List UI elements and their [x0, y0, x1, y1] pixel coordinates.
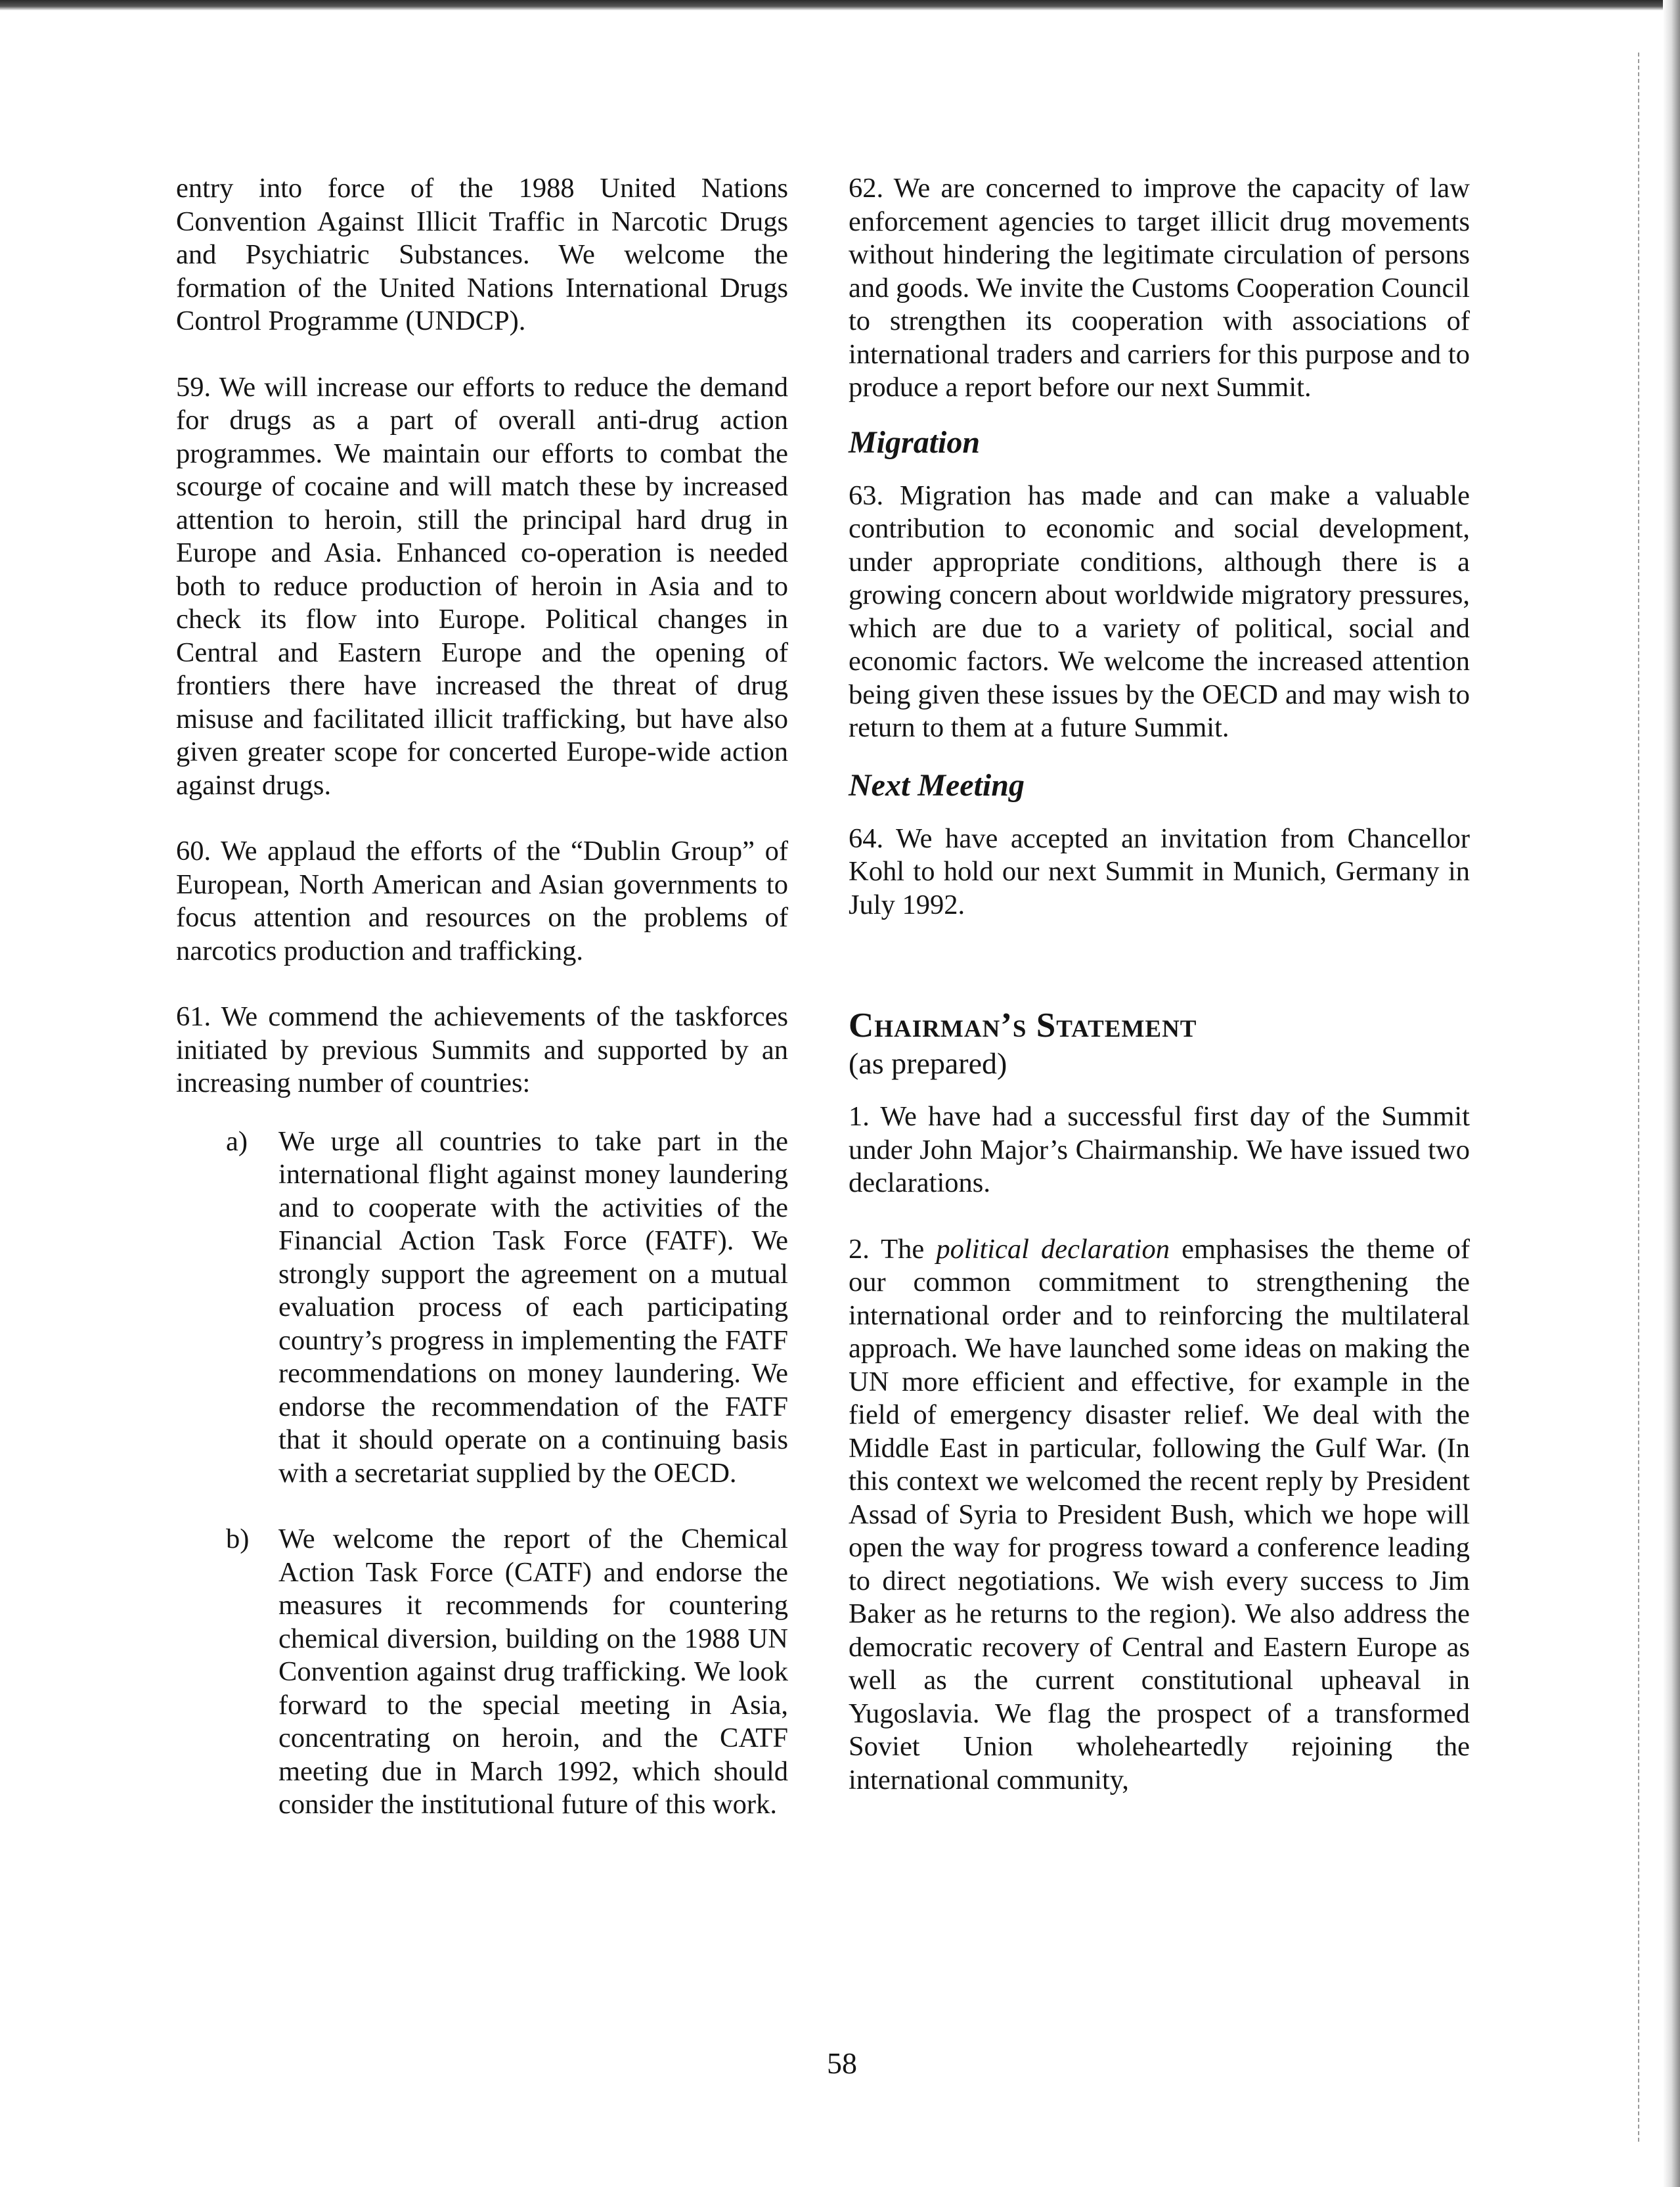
heading-migration: Migration — [849, 424, 981, 460]
statement-2-text: emphasises the theme of our common commitment to strengthening the international order and to reinforcing the multilateral approach. We have launched some ideas on making the UN more efficient and effective, for example in the field of emergency disaster relief. We deal with the Middle East in particular, following the Gulf War. (In this context we welcomed the recent reply by President Assad of Syria to President Bush, which we hope will open the way for progress toward a conference leading to direct negotiations. We wish every success to Jim Baker as he returns to the region). We also address the democratic recovery of Central and Eastern Europe as well as the current constitutional upheaval in Yugoslavia. We flag the prospect of a transformed Soviet Union wholeheartedly rejoining the international community, — [849, 1233, 1470, 1795]
list-text-a: We urge all countries to take part in the international flight against money laundering and to cooperate with the activities of the Financial Action Task Force (FATF). We strongly support the agreement on a mutual evaluation process of each participating country’s progress in implementing the FATF recommendations on money laundering. We endorse the recommendation of the FATF that it should operate on a continuing basis with a secretariat supplied by the OECD. — [278, 1125, 788, 1489]
statement-2-number: 2. The — [849, 1233, 925, 1265]
paragraph-64: 64. We have accepted an invitation from Chancellor Kohl to hold our next Summit in Munich, Germany in July 1992. — [849, 823, 1470, 920]
paragraph-continued: entry into force of the 1988 United Nations Convention Against Illicit Traffic in Narcotic Drugs and Psychiatric Substances. We welcome the formation of the United Nations International Drugs Control Programme (UNDCP). — [176, 173, 788, 336]
scan-edge-right — [1663, 0, 1680, 2187]
page-number: 58 — [827, 2046, 857, 2080]
paragraph-61: 61. We commend the achievements of the taskforces initiated by previous Summits and supported by an increasing number of countries: — [176, 1001, 788, 1098]
paragraph-60: 60. We applaud the efforts of the “Dublin Group” of European, North American and Asian governments to focus attention and resources on the problems of narcotics production and trafficking. — [176, 836, 788, 966]
statement-2 — [849, 1233, 1470, 1797]
right-column — [849, 172, 1470, 1797]
paragraph-59: 59. We will increase our efforts to reduce the demand for drugs as a part of overall anti-drug action programmes. We maintain our efforts to combat the scourge of cocaine and will match these by increased attention to heroin, still the principal hard drug in Europe and Asia. Enhanced co-operation is needed both to reduce production of heroin in Asia and to check its flow into Europe. Political changes in Central and Eastern Europe and the opening of frontiers there have increased the threat of drug misuse and facilitated illicit trafficking, but have also given greater scope for concerted Europe-wide action against drugs. — [176, 371, 788, 801]
heading-next-meeting: Next Meeting — [849, 767, 1025, 803]
section-title: Chairman’s Statement — [849, 1006, 1197, 1045]
scan-binding-mark — [1637, 53, 1639, 2142]
list-text-b: We welcome the report of the Chemical Action Task Force (CATF) and endorse the measures it recommends for countering chemical diversion, building on the 1988 UN Convention against drug trafficking. We look forward to the special meeting in Asia, concentrating on heroin, and the CATF meeting due in March 1992, which should consider the institutional future of this work. — [278, 1523, 788, 1820]
paragraph-62: 62. We are concerned to improve the capacity of law enforcement agencies to target illicit drug movements without hindering the legitimate circulation of persons and goods. We invite the Customs Cooperation Council to strengthen its cooperation with associations of international traders and carriers for this purpose and to produce a report before our next Summit. — [849, 173, 1470, 403]
scan-edge-top — [0, 0, 1680, 11]
section-subtitle: (as prepared) — [849, 1047, 1007, 1080]
statement-1: 1. We have had a successful first day of the Summit under John Major’s Chairmanship. We have issued two declarations. — [849, 1101, 1470, 1198]
statement-2-emphasis: political declaration — [936, 1233, 1170, 1265]
list-label-b: b) — [226, 1523, 250, 1554]
paragraph-63: 63. Migration has made and can make a valuable contribution to economic and social development, under appropriate conditions, although there is a growing concern about worldwide migratory pressures, which are due to a variety of political, social and economic factors. We welcome the increased attention being given these issues by the OECD and may wish to return to them at a future Summit. — [849, 480, 1470, 743]
left-column — [176, 172, 788, 1822]
list-label-a: a) — [226, 1125, 248, 1157]
list-item-b — [176, 1523, 788, 1822]
list-item-a — [176, 1125, 788, 1491]
